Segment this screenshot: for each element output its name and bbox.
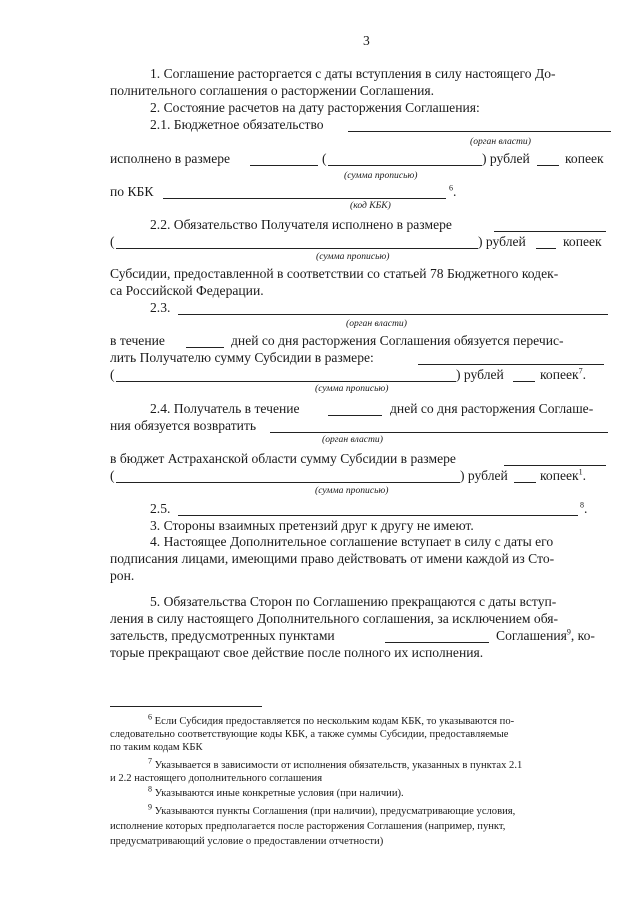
clause-2-3-authority-blank bbox=[178, 314, 608, 315]
caption-amount-words: (сумма прописью) bbox=[316, 251, 390, 262]
agreement-word: Соглашения bbox=[496, 628, 567, 643]
within-label: в течение bbox=[110, 333, 165, 348]
kopecks-label bbox=[540, 468, 586, 484]
paragraph-5-line-3-end bbox=[496, 628, 595, 644]
footnote-6-number: 6 bbox=[148, 712, 152, 722]
clause-2-1-label: 2.1. Бюджетное обязательство bbox=[150, 117, 324, 132]
caption-authority: (орган власти) bbox=[346, 318, 407, 329]
clause-2-4-days-blank bbox=[328, 415, 382, 416]
clause-2-4-line-2: ния обязуется возвратить bbox=[110, 418, 257, 433]
footnote-7-text: Указывается в зависимости от исполнения обязательств, указанных в пунктах 2.1 bbox=[152, 760, 523, 771]
rubles-label: ) рублей bbox=[460, 468, 508, 483]
caption-kbk: (код КБК) bbox=[350, 200, 391, 211]
footnote-ref-1: 1 bbox=[578, 467, 583, 477]
period: . bbox=[582, 367, 587, 382]
kbk-label: по КБК bbox=[110, 184, 154, 199]
rubles-label: ) рублей bbox=[456, 367, 504, 382]
clause-2-5-label: 2.5. bbox=[150, 501, 171, 516]
paragraph-4-line-1: 4. Настоящее Дополнительное соглашение вступает в силу с даты его bbox=[150, 534, 554, 549]
paren-open: ( bbox=[322, 151, 327, 166]
clause-2-2-line-3: Субсидии, предоставленной в соответствии со статьей 78 Бюджетного кодек- bbox=[110, 266, 559, 281]
clause-2-2-words-blank bbox=[116, 248, 478, 249]
caption-authority: (орган власти) bbox=[470, 136, 531, 147]
clause-2-3-amount-blank bbox=[418, 364, 604, 365]
footnote-8-line-1 bbox=[148, 784, 404, 800]
caption-amount-words: (сумма прописью) bbox=[344, 170, 418, 181]
paragraph-3: 3. Стороны взаимных претензий друг к другу не имеют. bbox=[150, 518, 474, 533]
clause-2-1-kopecks-blank bbox=[537, 165, 559, 166]
kopecks-label: копеек bbox=[563, 234, 602, 249]
footnote-8-number: 8 bbox=[148, 784, 152, 794]
clause-2-3-line-2-rest: дней со дня расторжения Соглашения обязуется перечис- bbox=[231, 333, 564, 348]
paragraph-5-line-3-tail: , ко- bbox=[570, 628, 595, 643]
paragraph-5-line-3-start: зательств, предусмотренных пунктами bbox=[110, 628, 335, 643]
paragraph-5-items-blank bbox=[385, 642, 489, 643]
footnote-ref-9: 9 bbox=[566, 627, 571, 637]
footnote-9-line-1 bbox=[148, 802, 516, 818]
paragraph-1-line-2: полнительного соглашения о расторжении Соглашения. bbox=[110, 83, 435, 98]
kopecks-label: копеек bbox=[565, 151, 604, 166]
rubles-label: ) рублей bbox=[482, 151, 530, 166]
clause-2-1-amount-label: исполнено в размере bbox=[110, 151, 231, 166]
paragraph-5-line-4: торые прекращают свое действие после полного их исполнения. bbox=[110, 645, 484, 660]
paren-open: ( bbox=[110, 468, 115, 483]
kopecks-text: копеек bbox=[540, 468, 579, 483]
clause-2-3-label: 2.3. bbox=[150, 300, 171, 315]
paragraph-5-line-1: 5. Обязательства Сторон по Соглашению прекращаются с даты вступ- bbox=[150, 594, 557, 609]
clause-2-2-amount-blank bbox=[494, 231, 606, 232]
kbk-end bbox=[449, 184, 456, 200]
footnote-6-line-3: по таким кодам КБК bbox=[110, 742, 203, 753]
paragraph-2-heading: 2. Состояние расчетов на дату расторжения Соглашения: bbox=[150, 100, 480, 115]
footnote-ref-6: 6 bbox=[449, 183, 453, 193]
clause-2-4-authority-blank bbox=[270, 432, 608, 433]
paren-open: ( bbox=[110, 234, 115, 249]
period: . bbox=[584, 501, 588, 516]
paragraph-4-line-2: подписания лицами, имеющими право действовать от имени каждой из Сто- bbox=[110, 551, 555, 566]
footnote-8-text: Указываются иные конкретные условия (при наличии). bbox=[152, 788, 404, 799]
rubles-label: ) рублей bbox=[478, 234, 526, 249]
footnote-7-line-1 bbox=[148, 756, 523, 772]
clause-2-3-line-3: лить Получателю сумму Субсидии в размере: bbox=[110, 350, 374, 365]
clause-2-1-authority-blank bbox=[348, 131, 611, 132]
page-number: 3 bbox=[363, 33, 370, 48]
footnote-6-line-1 bbox=[148, 712, 515, 728]
footnote-6-line-2: следовательно соответствующие коды КБК, а также суммы Субсидии, предоставляемые bbox=[110, 729, 509, 740]
paragraph-4-line-3: рон. bbox=[110, 568, 135, 583]
footnote-7-line-2: и 2.2 настоящего дополнительного соглашения bbox=[110, 773, 323, 784]
clause-2-4-amount-blank bbox=[504, 465, 606, 466]
period: . bbox=[582, 468, 587, 483]
clause-2-4-line-1-rest: дней со дня расторжения Соглаше- bbox=[390, 401, 594, 416]
paragraph-5-line-2: ления в силу настоящего Дополнительного соглашения, за исключением обя- bbox=[110, 611, 559, 626]
clause-2-4-kopecks-blank bbox=[514, 482, 536, 483]
kbk-blank bbox=[163, 198, 446, 199]
footnote-9-text: Указываются пункты Соглашения (при наличии), предусматривающие условия, bbox=[152, 806, 516, 817]
kopecks-label bbox=[540, 367, 586, 383]
footnote-separator bbox=[110, 706, 262, 707]
clause-2-2-line-4: са Российской Федерации. bbox=[110, 283, 264, 298]
clause-2-1-words-blank bbox=[328, 165, 482, 166]
clause-2-2-label: 2.2. Обязательство Получателя исполнено в размере bbox=[150, 217, 452, 232]
period: . bbox=[453, 184, 457, 199]
footnote-ref-7: 7 bbox=[578, 366, 583, 376]
caption-amount-words: (сумма прописью) bbox=[315, 383, 389, 394]
clause-2-4-words-blank bbox=[116, 482, 460, 483]
footnote-6-text: Если Субсидия предоставляется по нескольким кодам КБК, то указываются по- bbox=[152, 716, 515, 727]
footnote-9-number: 9 bbox=[148, 802, 152, 812]
clause-2-3-kopecks-blank bbox=[513, 381, 535, 382]
clause-2-2-kopecks-blank bbox=[536, 248, 556, 249]
footnote-ref-8: 8 bbox=[580, 500, 584, 510]
footnote-9-line-2: исполнение которых предполагается после расторжения Соглашения (например, пункт, bbox=[110, 821, 506, 832]
paren-open: ( bbox=[110, 367, 115, 382]
clause-2-3-words-blank bbox=[116, 381, 456, 382]
caption-authority: (орган власти) bbox=[322, 434, 383, 445]
clause-2-5-end bbox=[580, 501, 587, 517]
footnote-7-number: 7 bbox=[148, 756, 152, 766]
kopecks-text: копеек bbox=[540, 367, 579, 382]
clause-2-5-blank bbox=[178, 515, 578, 516]
paragraph-1-line-1: 1. Соглашение расторгается с даты вступления в силу настоящего До- bbox=[150, 66, 556, 81]
clause-2-4-line-3: в бюджет Астраханской области сумму Субсидии в размере bbox=[110, 451, 456, 466]
footnote-9-line-3: предусматривающий условие о предоставлении отчетности) bbox=[110, 836, 384, 847]
caption-amount-words: (сумма прописью) bbox=[315, 485, 389, 496]
clause-2-4-label: 2.4. Получатель в течение bbox=[150, 401, 300, 416]
clause-2-3-days-blank bbox=[186, 347, 224, 348]
clause-2-1-amount-blank bbox=[250, 165, 318, 166]
